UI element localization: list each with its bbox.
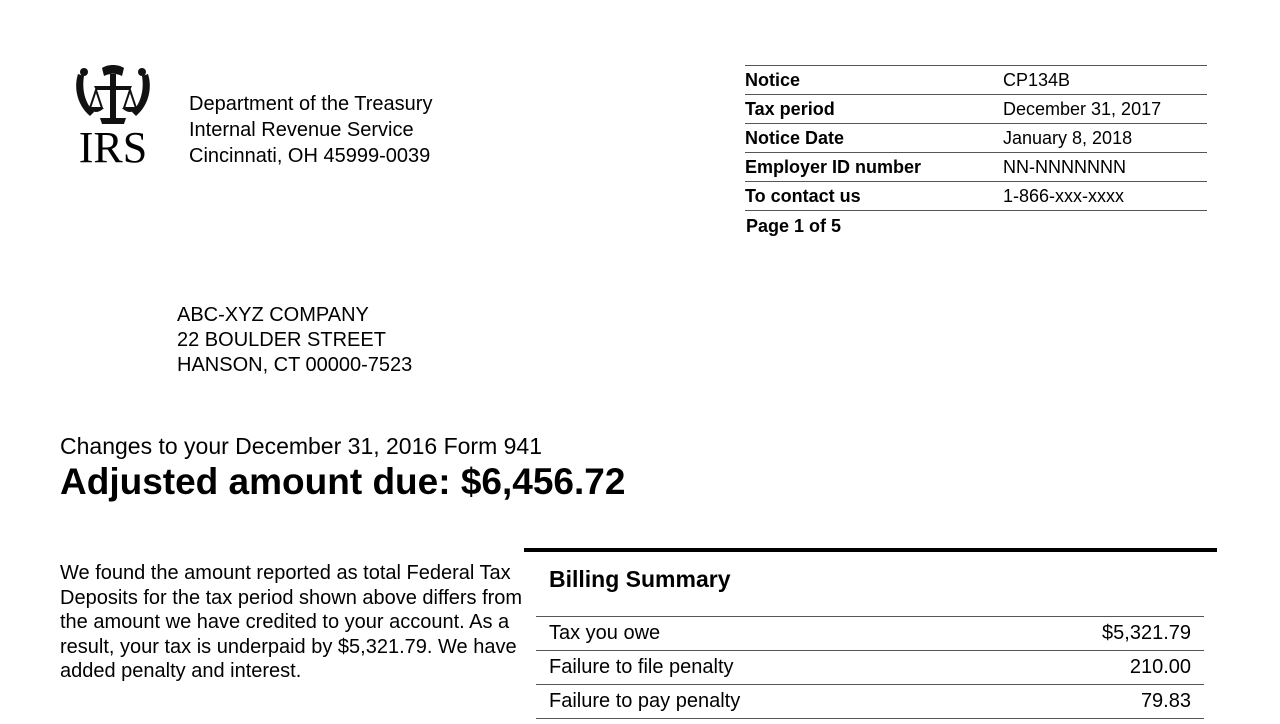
tax-period-row xyxy=(745,95,1207,124)
tax-period-label: Tax period xyxy=(745,95,1003,124)
agency-address xyxy=(189,91,432,169)
notice-value: CP134B xyxy=(1003,66,1207,95)
explanation-paragraph: We found the amount reported as total Federal Tax Deposits for the tax period shown above differs from the amount we have credited to your account. As a result, your tax is underpaid by $5,321.79. We have added penalty and interest. xyxy=(60,562,523,682)
contact-phone: 1-866-xxx-xxxx xyxy=(1003,182,1207,211)
notice-date-value: January 8, 2018 xyxy=(1003,124,1207,153)
contact-label: To contact us xyxy=(745,182,1003,211)
billing-row xyxy=(536,685,1204,719)
billing-row-label: Failure to pay penalty xyxy=(536,685,973,719)
billing-row xyxy=(536,651,1204,685)
notice-info-table xyxy=(745,65,1207,211)
recipient-name: ABC-XYZ COMPANY xyxy=(177,304,369,326)
adjusted-amount-heading: Adjusted amount due: $6,456.72 xyxy=(60,461,626,502)
recipient-street: 22 BOULDER STREET xyxy=(177,329,386,351)
tax-period-value: December 31, 2017 xyxy=(1003,95,1207,124)
employer-id-value: NN-NNNNNNN xyxy=(1003,153,1207,182)
notice-date-label: Notice Date xyxy=(745,124,1003,153)
billing-row-label: Tax you owe xyxy=(536,617,973,651)
notice-row xyxy=(745,66,1207,95)
notice-label: Notice xyxy=(745,66,1003,95)
recipient-city: HANSON, CT 00000-7523 xyxy=(177,354,413,376)
agency-service: Internal Revenue Service xyxy=(189,119,414,141)
irs-eagle-icon xyxy=(72,64,154,126)
changes-subtitle: Changes to your December 31, 2016 Form 941 xyxy=(60,433,542,459)
page-number: Page 1 of 5 xyxy=(746,216,842,236)
agency-city: Cincinnati, OH 45999-0039 xyxy=(189,145,431,167)
billing-summary-title: Billing Summary xyxy=(549,566,731,592)
billing-row-amount: $5,321.79 xyxy=(973,617,1204,651)
billing-row-label: Failure to file penalty xyxy=(536,651,973,685)
recipient-address xyxy=(177,303,412,378)
employer-id-row xyxy=(745,153,1207,182)
billing-summary xyxy=(524,548,1217,724)
billing-summary-table xyxy=(536,616,1204,719)
contact-row xyxy=(745,182,1207,211)
billing-row xyxy=(536,617,1204,651)
billing-row-amount: 79.83 xyxy=(973,685,1204,719)
agency-department: Department of the Treasury xyxy=(189,93,433,115)
irs-logo xyxy=(72,64,154,172)
notice-date-row xyxy=(745,124,1207,153)
employer-id-label: Employer ID number xyxy=(745,153,1003,182)
billing-row-amount: 210.00 xyxy=(973,651,1204,685)
irs-logo-text: IRS xyxy=(78,123,148,172)
